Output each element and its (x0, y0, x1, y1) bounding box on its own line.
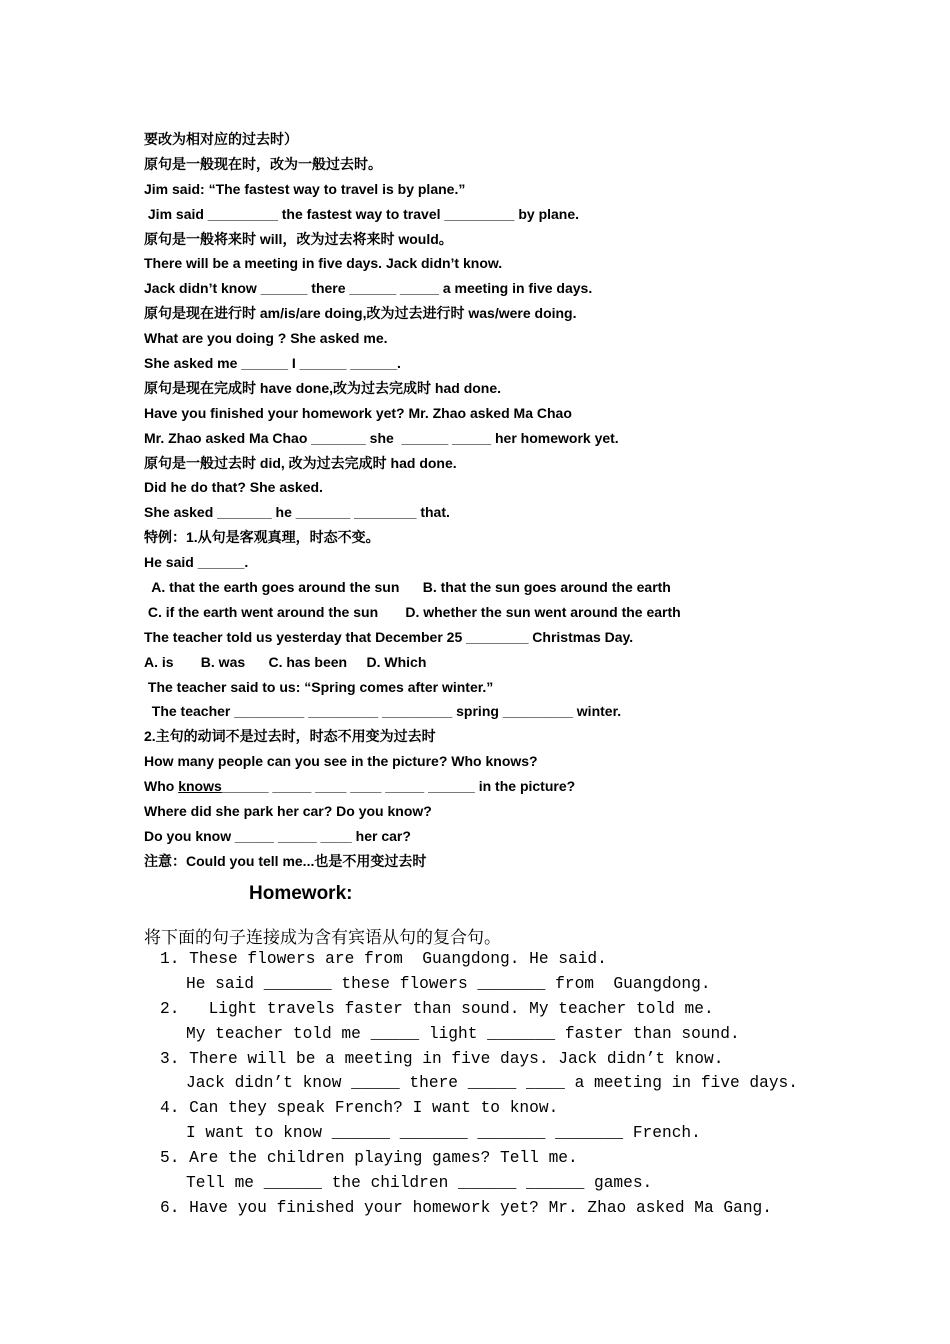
note-line: 注意：Could you tell me...也是不用变过去时 (144, 852, 427, 869)
note-line: A. is B. was C. has been D. Which (144, 653, 427, 670)
exercise-answer-line: I want to know ______ _______ _______ _______ French. (186, 1124, 701, 1143)
grammar-notes (144, 127, 681, 874)
exercise-line: 4. Can they speak French? I want to know. (160, 1099, 559, 1118)
note-line: 原句是一般现在时，改为一般过去时。 (144, 155, 382, 172)
note-line: Jim said: “The fastest way to travel is by plane.” (144, 180, 466, 197)
note-line: What are you doing ? She asked me. (144, 330, 388, 347)
note-line: C. if the earth went around the sun D. whether the sun went around the earth (144, 603, 681, 620)
homework-instruction: 将下面的句子连接成为含有宾语从句的复合句。 (144, 928, 501, 948)
who-knows-underlined: knows (178, 778, 222, 795)
note-line: She asked _______ he _______ ________ that. (144, 504, 450, 521)
note-line: 2.主句的动词不是过去时，时态不用变为过去时 (144, 728, 436, 745)
note-line: Jack didn’t know ______ there ______ _____ a meeting in five days. (144, 280, 593, 297)
note-line: A. that the earth goes around the sun B. that the sun goes around the earth (144, 579, 671, 596)
note-line: How many people can you see in the picture? Who knows? (144, 753, 538, 770)
note-line: The teacher _________ _________ _________ spring _________ winter. (144, 703, 622, 720)
note-line: 原句是现在进行时 am/is/are doing,改为过去进行时 was/were doing. (144, 305, 577, 322)
note-line: The teacher told us yesterday that December 25 ________ Christmas Day. (144, 628, 634, 645)
homework-title: Homework: (249, 883, 353, 904)
exercise-answer-line: He said _______ these flowers _______ from Guangdong. (186, 974, 711, 993)
note-line: Jim said _________ the fastest way to travel _________ by plane. (144, 205, 580, 222)
note-line: 原句是现在完成时 have done,改为过去完成时 had done. (144, 379, 502, 396)
note-line: Do you know _____ _____ ____ her car? (144, 827, 411, 844)
exercise-line: 3. There will be a meeting in five days. Jack didn’t know. (160, 1049, 724, 1068)
note-line: Have you finished your homework yet? Mr. Zhao asked Ma Chao (144, 404, 572, 421)
exercise-line: 1. These flowers are from Guangdong. He said. (160, 950, 607, 968)
note-line: He said ______. (144, 554, 249, 571)
note-line: 特例：1.从句是客观真理，时态不变。 (144, 529, 380, 546)
note-line: There will be a meeting in five days. Jack didn’t know. (144, 255, 503, 272)
homework-exercises (160, 947, 798, 1221)
exercise-answer-line: Tell me ______ the children ______ ______ games. (186, 1174, 653, 1193)
note-line: Where did she park her car? Do you know? (144, 803, 432, 820)
note-line: 原句是一般将来时 will，改为过去将来时 would。 (144, 230, 453, 247)
note-line: The teacher said to us: “Spring comes after winter.” (144, 678, 494, 695)
who-knows-prefix: Who (144, 778, 179, 795)
exercise-line: 2. Light travels faster than sound. My teacher told me. (160, 999, 714, 1018)
exercise-line: 6. Have you finished your homework yet? Mr. Zhao asked Ma Gang. (160, 1198, 772, 1217)
who-knows-suffix: ______ _____ ____ ____ _____ ______ in the picture? (221, 778, 576, 795)
note-line-who-knows (144, 774, 681, 799)
exercise-line: 5. Are the children playing games? Tell me. (160, 1149, 578, 1168)
exercise-answer-line: My teacher told me _____ light _______ faster than sound. (186, 1024, 740, 1043)
exercise-answer-line: Jack didn’t know _____ there _____ ____ a meeting in five days. (186, 1074, 798, 1093)
note-line: She asked me ______ I ______ ______. (144, 355, 401, 372)
note-line: 原句是一般过去时 did, 改为过去完成时 had done. (144, 454, 457, 471)
note-line: 要改为相对应的过去时） (144, 131, 298, 147)
note-line: Did he do that? She asked. (144, 479, 323, 496)
note-line: Mr. Zhao asked Ma Chao _______ she ______ _____ her homework yet. (144, 429, 619, 446)
